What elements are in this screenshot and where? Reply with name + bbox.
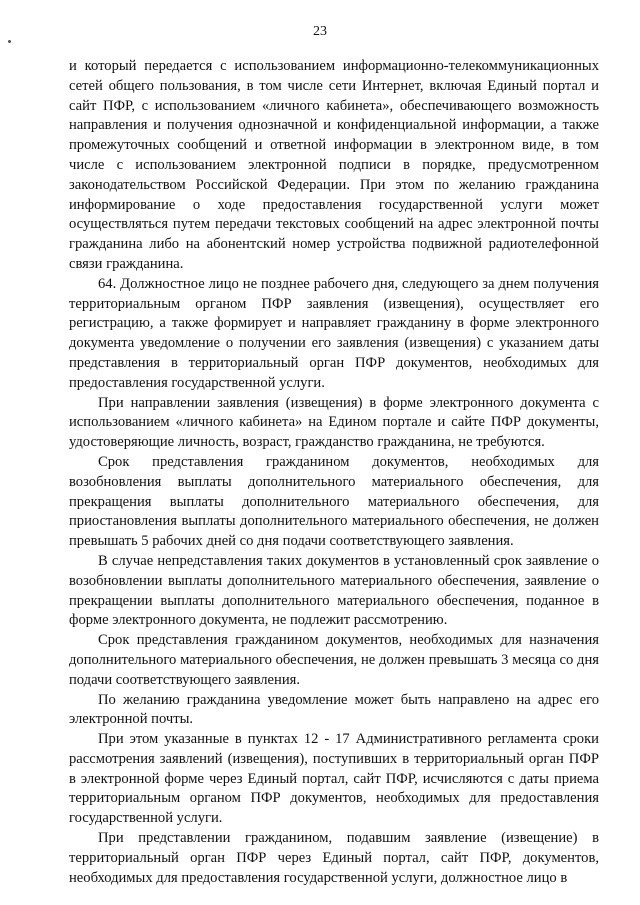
paragraph-email-notification: По желанию гражданина уведомление может быть направлено на адрес его электронной почты. (69, 691, 599, 728)
paragraph-continuation: и который передается с использованием информационно-телекоммуникационных сетей общего пользования, в том числе сети Интернет, включая Единый портал и сайт ПФР, с использованием «личного кабинета», обеспечивающего возможность направления и получения однозначной и конфиденциальной информации, а также промежуточных сообщений и ответной информации в электронном виде, в том числе с использованием электронной подписи в порядке, предусмотренном законодательством Российской Федерации. При этом по желанию гражданина информирование о ходе предоставления государственной услуги может осуществляться путем передачи текстовых сообщений на адрес электронной почты гражданина либо на абонентский номер устройства подвижной радиотелефонной связи гражданина. (69, 58, 599, 272)
paragraph-deadline-resumption: Срок представления гражданином документов, необходимых для возобновления выплаты дополнительного материального обеспечения, для прекращения выплаты дополнительного материального обеспечения, для приостановления выплаты дополнительного материального обеспечения, не должен превышать 5 рабочих дней со дня подачи соответствующего заявления. (69, 453, 599, 550)
paragraph-submission-via-portal: При представлении гражданином, подавшим заявление (извещение) в территориальный орган ПФР через Единый портал, сайт ПФР, документов, необходимых для предоставления государственной услуги, должностное лицо в (69, 830, 599, 886)
paragraph-deadline-appointment: Срок представления гражданином документов, необходимых для назначения дополнительного материального обеспечения, не должен превышать 3 месяца со дня подачи соответствующего заявления. (69, 632, 599, 688)
page-number: 23 (313, 24, 327, 39)
paragraph-review-terms: При этом указанные в пунктах 12 - 17 Административного регламента сроки рассмотрения заявлений (извещения), поступивших в территориальный орган ПФР в электронной форме через Единый портал, сайт ПФР, исчисляются с даты приема территориальным органом ПФР документов, необходимых для предоставления государственной услуги. (69, 731, 599, 827)
paragraph-non-submission: В случае непредставления таких документов в установленный срок заявление о возобновлении выплаты дополнительного материального обеспечения, заявление о прекращении выплаты дополнительного материального обеспечения, поданное в форме электронного документа, не подлежит рассмотрению. (69, 552, 599, 629)
document-body (69, 57, 599, 888)
paragraph-64: 64. Должностное лицо не позднее рабочего дня, следующего за днем получения территориальным органом ПФР заявления (извещения), осуществляет его регистрацию, а также формирует и направляет гражданину в форме электронного документа уведомление о получении его заявления (извещения) с указанием даты представления в территориальный орган ПФР документов, необходимых для предоставления государственной услуги. (69, 275, 599, 391)
scan-speck (8, 40, 11, 43)
paragraph-documents-not-required: При направлении заявления (извещения) в форме электронного документа с использованием «личного кабинета» на Едином портале и сайте ПФР документы, удостоверяющие личность, возраст, гражданство гражданина, не требуются. (69, 394, 599, 451)
